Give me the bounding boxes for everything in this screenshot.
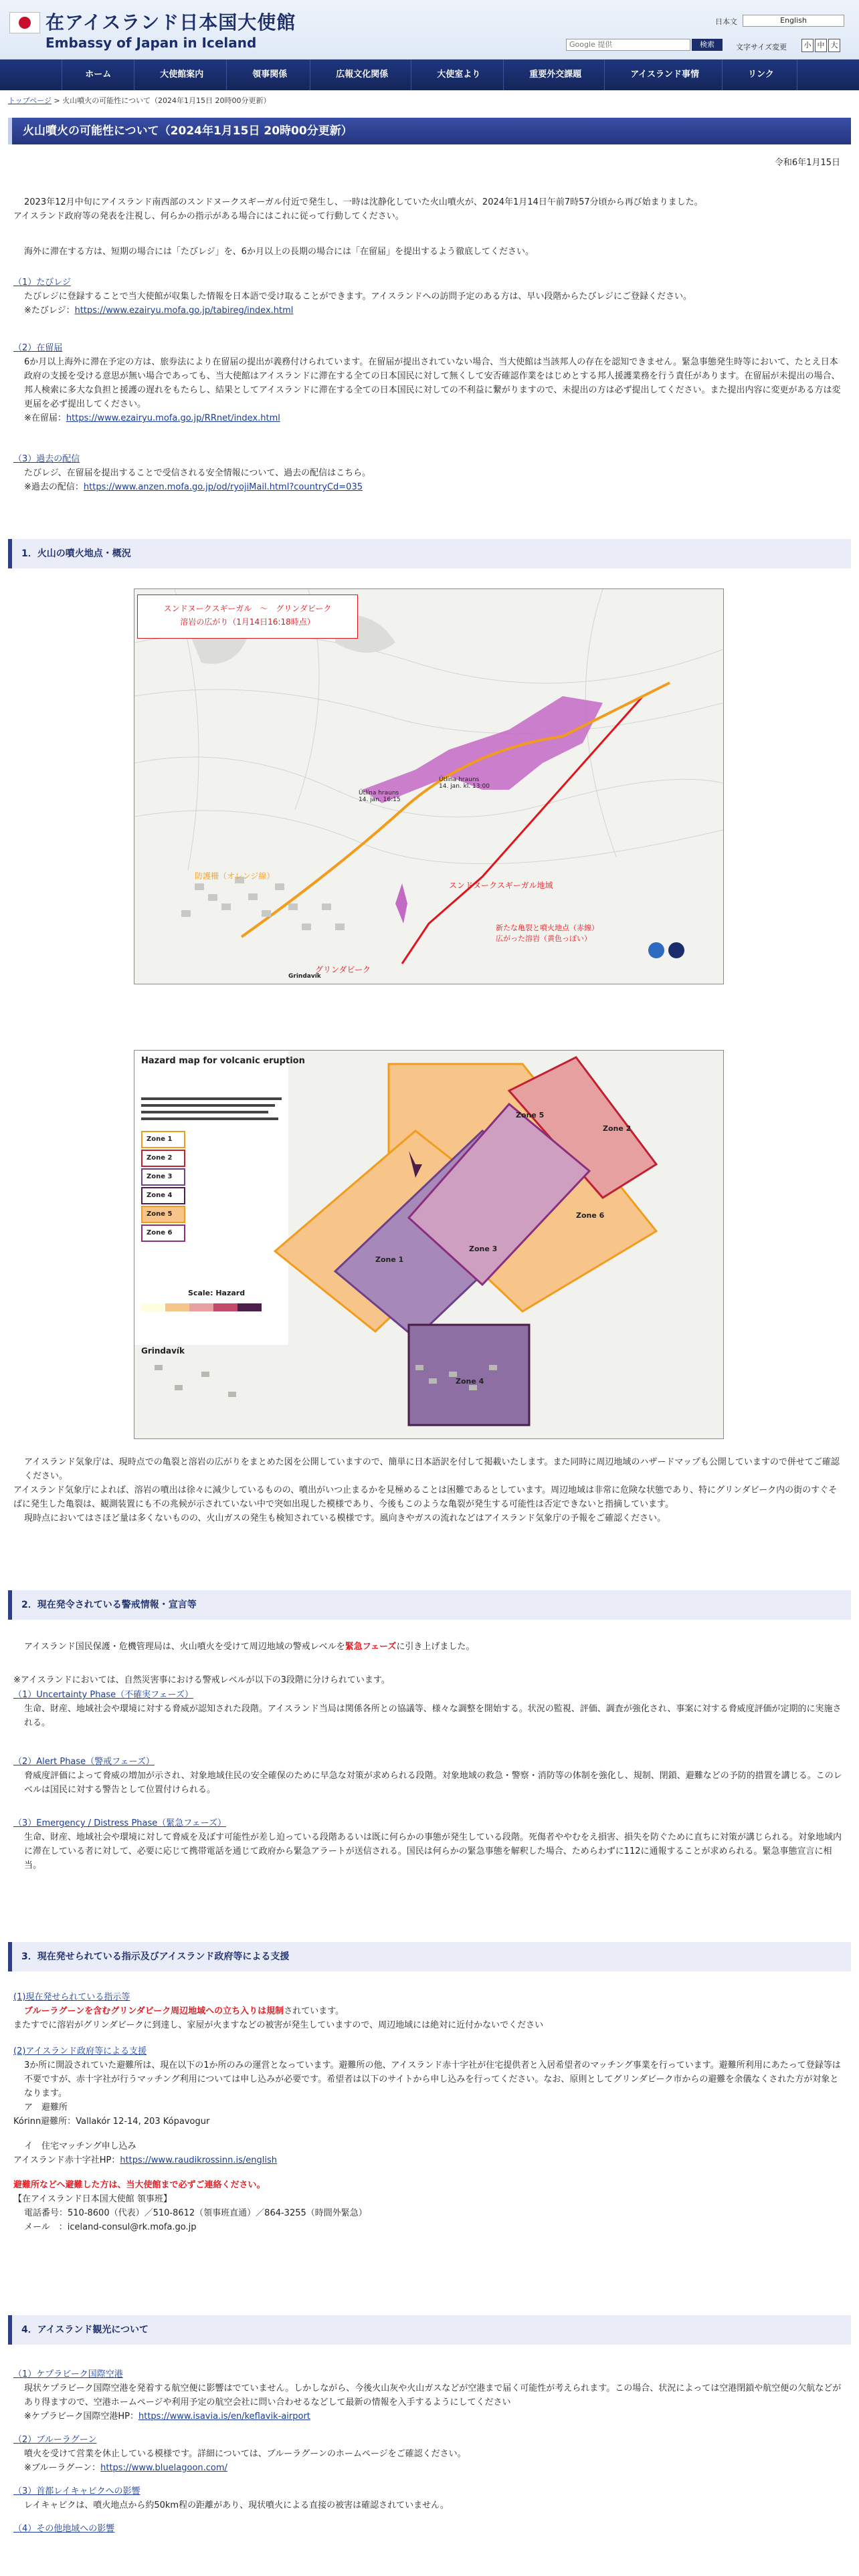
phase-1-title: （1）Uncertainty Phase（不確実フェーズ）: [13, 1690, 193, 1700]
intro-line-1: 2023年12月中旬にアイスランド南西部のスンドヌークスギーガル付近で発生し、一時は沈静化していた火山噴火が、2024年1月14日午前7時57分頃から再び始まりました。: [24, 197, 703, 207]
site-subtitle[interactable]: Embassy of Japan in Iceland: [45, 35, 257, 51]
section-3-heading: 3．現在発せられている指示及びアイスランド政府等による支援: [8, 1942, 851, 1971]
map-legend-line-1: スンドヌークスギーガル ～ グリンダビーク: [163, 604, 332, 613]
nav-culture[interactable]: 広報文化関係: [313, 60, 411, 90]
hazard-map-svg: [134, 1051, 723, 1438]
zairyu-link-prefix: ※在留届：: [24, 413, 66, 423]
past-link[interactable]: https://www.anzen.mofa.go.jp/od/ryojiMail.html?countryCd=035: [83, 482, 363, 492]
legend-zone-5: Zone 5: [141, 1206, 185, 1223]
section-3-body: [13, 1990, 843, 2234]
reykjavik-body: レイキャビクは、噴火地点から約50km程の距離があり、現状噴火による直接の被害は確認されていません。: [24, 2500, 449, 2510]
section-4-body: [13, 2367, 843, 2536]
breadcrumb-current: 火山噴火の可能性について（2024年1月15日 20時00分更新）: [62, 96, 271, 105]
site-title[interactable]: 在アイスランド日本国大使館: [45, 11, 296, 33]
consular-phone: 電話番号：510-8600（代表）／510-8612（領事班直通）／864-3255（時間外緊急）: [24, 2208, 367, 2218]
hazard-map: [134, 1050, 724, 1439]
matching-heading: イ 住宅マッチング申し込み: [24, 2141, 136, 2151]
nav-consular[interactable]: 領事関係: [229, 60, 310, 90]
past-link-prefix: ※過去の配信：: [24, 482, 84, 492]
red-cross-link[interactable]: https://www.raudikrossinn.is/english: [120, 2155, 277, 2165]
nav-iceland[interactable]: アイスランド事情: [607, 60, 723, 90]
legend-zone-1: Zone 1: [141, 1131, 185, 1148]
map-legend-line-2: 溶岩の広がり（1月14日16:18時点）: [180, 617, 315, 627]
section-1-heading: 1．火山の噴火地点・概況: [8, 539, 851, 568]
airport-link-prefix: ※ケプラビーク国際空港HP：: [24, 2411, 138, 2422]
zairyu-block: [13, 341, 843, 425]
airport-body: 現状ケプラビーク国際空港を発着する航空便に影響はでていません。しかしながら、今後火山灰や火山ガスなどが空港まで届く可能性が考えられます。この場合、状況によっては空港閉鎖や航空便の欠航などがあり得ますので、空港ホームページや利用予定の航空会社に問い合わせるなどして最新の情報を入手するようにしてください: [24, 2383, 842, 2407]
intro-text: [13, 195, 843, 223]
phase-2-body: 脅威度評価によって脅威の増加が示され、対象地域住民の安全確保のために早急な対策が求められる段階。対象地域の救急・警察・消防等の体制を強化し、規制、閉鎖、避難などの予防的措置を講じる。このレベルは国民に対する警告として位置付けられる。: [24, 1771, 842, 1795]
phase-2-title: （2）Alert Phase（警戒フェーズ）: [13, 1757, 155, 1767]
new-fissure-line-1: 新たな亀裂と噴火地点（赤線）: [496, 924, 599, 932]
font-large-button[interactable]: 大: [828, 39, 840, 52]
restriction-warning: ブルーラグーンを含むグリンダビーク周辺地域への立ち入りは規制: [24, 2006, 284, 2016]
breadcrumb-home[interactable]: トップページ: [8, 96, 52, 105]
other-areas-heading: （4）その他地域への影響: [13, 2524, 115, 2534]
english-button[interactable]: English: [743, 15, 844, 27]
tabireg-heading: （1）たびレジ: [13, 278, 71, 288]
phase-3-body: 生命、財産、地域社会や環境に対して脅威を及ぼす可能性が差し迫っている段階あるいは既に何らかの事態が発生している段階。死傷者ややむをえ損害、損失を防ぐために直ちに対策が講じられる。対象地域内に滞在している者に対して、必要に応じて携帯電話を通じて政府から緊急アラートが送信される。国民は何らかの緊急事態を解釈した場合、ためらわずに112に通報することが求められる。緊急事態宣言に相当。: [24, 1832, 842, 1870]
blue-lagoon-body: 噴火を受けて営業を休止している模様です。詳細については、ブルーラグーンのホームページをご確認ください。: [24, 2449, 466, 2459]
zairyu-heading: （2）在留届: [13, 343, 63, 353]
town-label: グリンダビーク: [315, 965, 371, 974]
matching-link-prefix: アイスランド赤十字社HP：: [13, 2155, 120, 2165]
past-block: [13, 452, 843, 494]
intro-line-2: アイスランド政府等の発表を注視し、何らかの指示がある場合にはこれに従って行動してください。: [13, 211, 404, 221]
past-body: たびレジ、在留届を提出することで受信される安全情報について、過去の配信はこちら。: [24, 468, 371, 478]
font-small-button[interactable]: 小: [801, 39, 814, 52]
lead-emergency-phase: 緊急フェーズ: [345, 1642, 397, 1652]
shelter-heading: ア 避難所: [24, 2103, 68, 2113]
barrier-label: 防護柵（オレンジ線）: [195, 871, 275, 881]
section-1-para-3: 現時点においてはさほど量は多くないものの、火山ガスの発生も検知されている模様です。風向きやガスの流れなどはアイスランド気象庁の予報をご確認ください。: [24, 1513, 666, 1523]
contact-warning: 避難所などへ避難した方は、当大使館まで必ずご連絡ください。: [13, 2180, 266, 2190]
section-1-body: [13, 1455, 843, 1525]
hazard-scale-label: Scale: Hazard: [188, 1289, 246, 1297]
zairyu-link[interactable]: https://www.ezairyu.mofa.go.jp/RRnet/index.html: [66, 413, 280, 423]
reykjavik-heading: （3）首都レイキャビクへの影響: [13, 2486, 140, 2496]
phase-2-block: [13, 1755, 843, 1797]
map-legend-box: [137, 595, 358, 639]
new-fissure-label: [496, 922, 599, 944]
support-heading: (2)アイスランド政府等による支援: [13, 2046, 147, 2056]
legend-zone-3: Zone 3: [141, 1168, 185, 1186]
legend-zone-4: Zone 4: [141, 1187, 185, 1204]
phase-3-title: （3）Emergency / Distress Phase（緊急フェーズ）: [13, 1818, 226, 1828]
tabireg-block: [13, 276, 843, 318]
legend-zone-2: Zone 2: [141, 1150, 185, 1167]
hazard-map-title: Hazard map for volcanic eruption: [141, 1056, 305, 1066]
shelter-address: Kórinn避難所：Vallakór 12-14, 203 Kópavogur: [13, 2117, 210, 2127]
zairyu-body: 6か月以上海外に滞在予定の方は、旅券法により在留届の提出が義務付けられています。在留届が提出されていない場合、当大使館は当該邦人の存在を認知できません。緊急事態発生時等において、たとえ日本政府の支援を受ける意思が無い場合であっても、当大使館はアイスランドに滞在する全ての日本国民に対して無くして安否確認作業をはじめとする邦人援護業務を行う責任があります。在留届が未提出の場合、邦人検索に多大な負担と援護の遅れをもたらし、結果としてアイスランドに滞在する全ての日本国民に対しての不利益に繋がりますので、未提出の方は必ず提出してください。また提出内容に変更がある方は変更届を必ず提出してください。: [24, 357, 841, 409]
section-2-note: ※アイスランドにおいては、自然災害事における警戒レベルが以下の3段階に分けられています。: [13, 1675, 390, 1685]
support-body: 3か所に開設されていた避難所は、現在以下の1か所のみの運営となっています。避難所の他、アイスランド赤十字社が住宅提供者と入居希望者のマッチング事業を行っています。避難所利用にあたって登録等は不要ですが、赤十字社が行うマッチング利用については申し込みが必要です。希望者は以下のサイトから申し込みを行ってください。なお、原則としてグリンダビーク市からの避難を余儀なくされた方が対象となります。: [24, 2060, 841, 2099]
zone-4-shape: [409, 1325, 529, 1425]
phase-1-block: [13, 1688, 843, 1730]
section-2-lead: [13, 1640, 854, 1654]
page-title: 火山噴火の可能性について（2024年1月15日 20時00分更新）: [8, 118, 851, 144]
site-header: [0, 0, 859, 60]
zone-3-label: Zone 3: [469, 1245, 498, 1253]
fissure-area-label: スンドヌークスギーガル地域: [449, 881, 553, 890]
nav-home[interactable]: ホーム: [62, 60, 134, 90]
zone-2-label: Zone 2: [603, 1124, 632, 1133]
zone-4-label: Zone 4: [456, 1377, 484, 1386]
nav-diplomacy[interactable]: 重要外交課題: [506, 60, 605, 90]
airport-heading: （1）ケプラビーク国際空港: [13, 2369, 123, 2379]
section-4-heading: 4．アイスランド観光について: [8, 2315, 851, 2345]
nav-links[interactable]: リンク: [725, 60, 797, 90]
new-fissure-line-2: 広がった溶岩（黄色っぽい）: [496, 934, 591, 943]
airport-link[interactable]: https://www.isavia.is/en/keflavik-airport: [138, 2411, 310, 2422]
tabireg-link[interactable]: https://www.ezairyu.mofa.go.jp/tabireg/index.html: [74, 306, 294, 316]
section-1-para-2: アイスランド気象庁によれば、溶岩の噴出は徐々に減少しているものの、噴出がいつ止まるかを見極めることは困難であるとしています。周辺地域は非常に危険な状態であり、特にグリンダビーク内の街のすぐそばに発生した亀裂は、観測装置にも不の兆候が示されていない中で突如出現した模様であり、今後もこのような亀裂が発生する可能性は否定できないと指摘しています。: [13, 1485, 838, 1509]
zone-6-label: Zone 6: [576, 1211, 605, 1220]
lava-map-svg: [134, 589, 723, 984]
zone-1-label: Zone 1: [375, 1255, 404, 1264]
lava-label-2: Útlína hrauns 14. jan. kl. 13:00: [439, 776, 490, 790]
publish-date: 令和6年1月15日: [774, 158, 840, 168]
language-label: 日本文: [715, 17, 737, 26]
section-1-para-1: アイスランド気象庁は、現時点での亀裂と溶岩の広がりをまとめた図を公開していますので、簡単に日本語訳を付して掲載いたします。また同時に周辺地域のハザードマップも公開していますので併せてご確認ください。: [24, 1457, 840, 1481]
blue-lagoon-heading: （2）ブルーラグーン: [13, 2435, 97, 2445]
font-size-label: 文字サイズ変更: [736, 43, 787, 51]
breadcrumb-separator: >: [52, 96, 63, 105]
search-button[interactable]: 検索: [692, 39, 723, 51]
breadcrumb: [8, 95, 271, 106]
zone-5-label: Zone 5: [516, 1111, 545, 1119]
past-heading: （3）過去の配信: [13, 454, 80, 464]
phase-1-body: 生命、財産、地域社会や環境に対する脅威が認知された段階。アイスランド当局は関係各所との協議等、様々な調整を開始する。状況の監視、評価、調査が強化され、事案に対する脅威度評価が定期的に実施される。: [24, 1704, 842, 1728]
search-input[interactable]: Google 提供: [566, 39, 690, 51]
blue-lagoon-link-prefix: ※ブルーラグーン：: [24, 2463, 101, 2473]
hazard-town-label: Grindavík: [141, 1346, 185, 1356]
lead-text-pre: アイスランド国民保護・危機管理局は、火山噴火を受けて周辺地域の警戒レベルを: [24, 1642, 345, 1652]
nav-ambassador[interactable]: 大使室より: [414, 60, 504, 90]
instructions-heading: (1)現在発せられている指示等: [13, 1992, 130, 2002]
lava-extent-map: [134, 588, 724, 984]
global-nav: [0, 60, 859, 90]
legend-zone-6: Zone 6: [141, 1224, 185, 1242]
lead-text-post: に引き上げました。: [396, 1642, 475, 1652]
damage-note: またすでに溶岩がグリンダビークに到達し、家屋が火ますなどの被害が発生していますので、周辺地域には絶対に近付かないでください: [13, 2020, 544, 2030]
grindavik-label: Grindavík: [288, 973, 321, 980]
section-2-heading: 2．現在発令されている警戒情報・宣言等: [8, 1590, 851, 1620]
tabireg-body: たびレジに登録することで当大使館が収集した情報を日本語で受け取ることができます。アイスランドへの訪問予定のある方は、早い段階からたびレジにご登録ください。: [24, 292, 692, 302]
blue-lagoon-link[interactable]: https://www.bluelagoon.com/: [100, 2463, 227, 2473]
consular-contact-heading: 【在アイスランド日本国大使館 領事班】: [13, 2194, 172, 2204]
consular-email: メール ：iceland-consul@rk.mofa.go.jp: [24, 2222, 197, 2232]
tabireg-link-prefix: ※たびレジ：: [24, 306, 75, 316]
japan-flag-icon: [9, 12, 40, 33]
advice-text: 海外に滞在する方は、短期の場合には「たびレジ」を、6か月以上の長期の場合には「在留届」を提出するよう徹底してください。: [24, 247, 534, 257]
nav-embassy[interactable]: 大使館案内: [137, 60, 227, 90]
restriction-warning-post: されています。: [284, 2006, 345, 2016]
phase-3-block: [13, 1816, 843, 1872]
lava-label-1: Útlína hrauns 14. jan. 16:15: [359, 790, 401, 803]
hazard-zone-legend: [141, 1131, 185, 1242]
font-medium-button[interactable]: 中: [815, 39, 827, 52]
